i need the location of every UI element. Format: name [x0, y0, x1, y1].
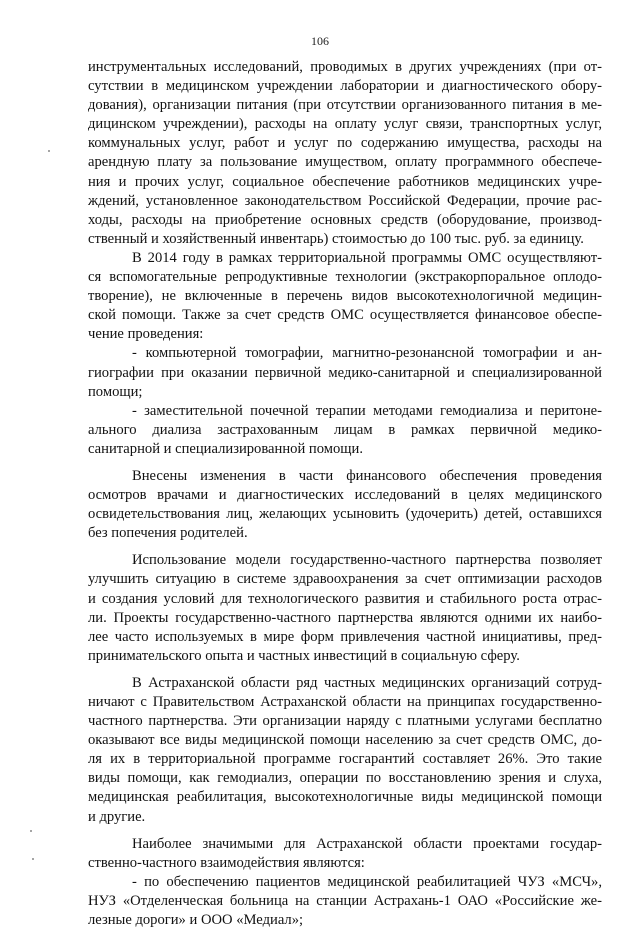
text-line: принимательского опыта и частных инвестиций в социальную сферу.: [88, 647, 520, 664]
text-line: лее часто используемых в мире форм привлечения частной инициативы, пред-: [88, 628, 602, 645]
paragraph-1: [88, 58, 602, 249]
text-line: ской помощи. Также за счет средств ОМС осуществляется финансовое обеспе-: [88, 307, 602, 324]
text-line: и создания условий для технологического развития и стабильного роста отрас-: [88, 590, 602, 607]
text-line: ля их в территориальной программе госгарантий составляет 26%. Это такие: [88, 751, 602, 768]
text-line: сутствии в медицинском учреждении лаборатории и диагностического обору-: [88, 78, 602, 95]
scan-speck: [30, 830, 32, 832]
text-line: инструментальных исследований, проводимых в других учреждениях (при от-: [88, 59, 602, 75]
text-line: чение проведения:: [88, 326, 204, 343]
text-line: ждений, установленное законодательством Российской Федерации, прочие рас-: [88, 192, 602, 209]
text-line: Наиболее значимыми для Астраханской области проектами государ-: [132, 835, 602, 852]
text-line: частного партнерства. Эти организации наряду с платными услугами бесплатно: [88, 713, 602, 730]
list-item-3: [88, 873, 602, 930]
text-line: медицинская реабилитация, высокотехнологичные виды медицинской помощи: [88, 789, 602, 806]
text-line: осмотров врачами и диагностических исследований в целях медицинского: [88, 487, 602, 504]
text-line: улучшить ситуацию в системе здравоохранения за счет оптимизации расходов: [88, 571, 602, 588]
text-line: ходы, расходы на приобретение основных средств (оборудование, производ-: [88, 211, 602, 228]
text-line: - по обеспечению пациентов медицинской реабилитацией ЧУЗ «МСЧ»,: [132, 873, 602, 890]
text-line: освидетельствования лиц, желающих усыновить (удочерить) детей, оставшихся: [88, 506, 602, 523]
text-line: Внесены изменения в части финансового обеспечения проведения: [132, 467, 602, 484]
text-line: ального диализа застрахованным лицам в рамках первичной медико-: [88, 421, 602, 438]
text-line: лезные дороги» и ООО «Медиал»;: [88, 912, 304, 929]
paragraph-6: [88, 835, 602, 873]
text-line: оказывают все виды медицинской помощи населению за счет средств ОМС, до-: [88, 732, 602, 749]
text-line: помощи;: [88, 383, 143, 400]
text-line: виды помощи, как гемодиализ, операции по восстановлению зрения и слуха,: [88, 770, 602, 787]
text-line: НУЗ «Отделенческая больница на станции Астрахань-1 ОАО «Российские же-: [88, 892, 602, 909]
page-number: 106: [311, 34, 329, 48]
text-line: творение), не включенные в перечень видов высокотехнологичной медицин-: [88, 288, 602, 305]
text-line: В 2014 году в рамках территориальной программы ОМС осуществляют-: [132, 249, 602, 266]
text-line: коммунальных услуг, работ и услуг по содержанию имущества, расходы на: [88, 135, 602, 152]
text-line: - компьютерной томографии, магнитно-резонансной томографии и ан-: [132, 345, 602, 362]
paragraph-3: [88, 467, 602, 543]
scan-speck: [32, 858, 34, 860]
list-item-1: [88, 344, 602, 401]
document-body: [88, 58, 602, 930]
text-line: без попечения родителей.: [88, 525, 248, 542]
text-line: арендную плату за пользование имуществом, оплату программного обеспече-: [88, 154, 602, 171]
text-line: Использование модели государственно-частного партнерства позволяет: [132, 552, 602, 569]
text-line: ся вспомогательные репродуктивные технологии (экстракорпоральное оплодо-: [88, 269, 602, 286]
text-line: гиографии при оказании первичной медико-санитарной и специализированной: [88, 364, 602, 381]
text-line: дования), организации питания (при отсутствии организованного питания в ме-: [88, 97, 602, 114]
text-line: и другие.: [88, 808, 146, 825]
text-line: ственно-частного взаимодействия являются:: [88, 854, 365, 871]
list-item-2: [88, 402, 602, 459]
text-line: ния и прочих услуг, социальное обеспечение работников медицинских учре-: [88, 173, 602, 190]
text-line: В Астраханской области ряд частных медицинских организаций сотруд-: [132, 674, 602, 691]
text-line: дицинском учреждении), расходы на оплату услуг связи, транспортных услуг,: [88, 116, 602, 133]
text-line: ли. Проекты государственно-частного партнерства являются одними их наибо-: [88, 609, 602, 626]
text-line: ственный и хозяйственный инвентарь) стоимостью до 100 тыс. руб. за единицу.: [88, 230, 584, 247]
text-line: санитарной и специализированной помощи.: [88, 440, 363, 457]
text-line: - заместительной почечной терапии методами гемодиализа и перитоне-: [132, 402, 602, 419]
paragraph-4: [88, 551, 602, 666]
scan-speck: [48, 150, 50, 152]
paragraph-5: [88, 674, 602, 827]
text-line: ничают с Правительством Астраханской области на принципах государственно-: [88, 694, 602, 710]
paragraph-2: [88, 249, 602, 344]
